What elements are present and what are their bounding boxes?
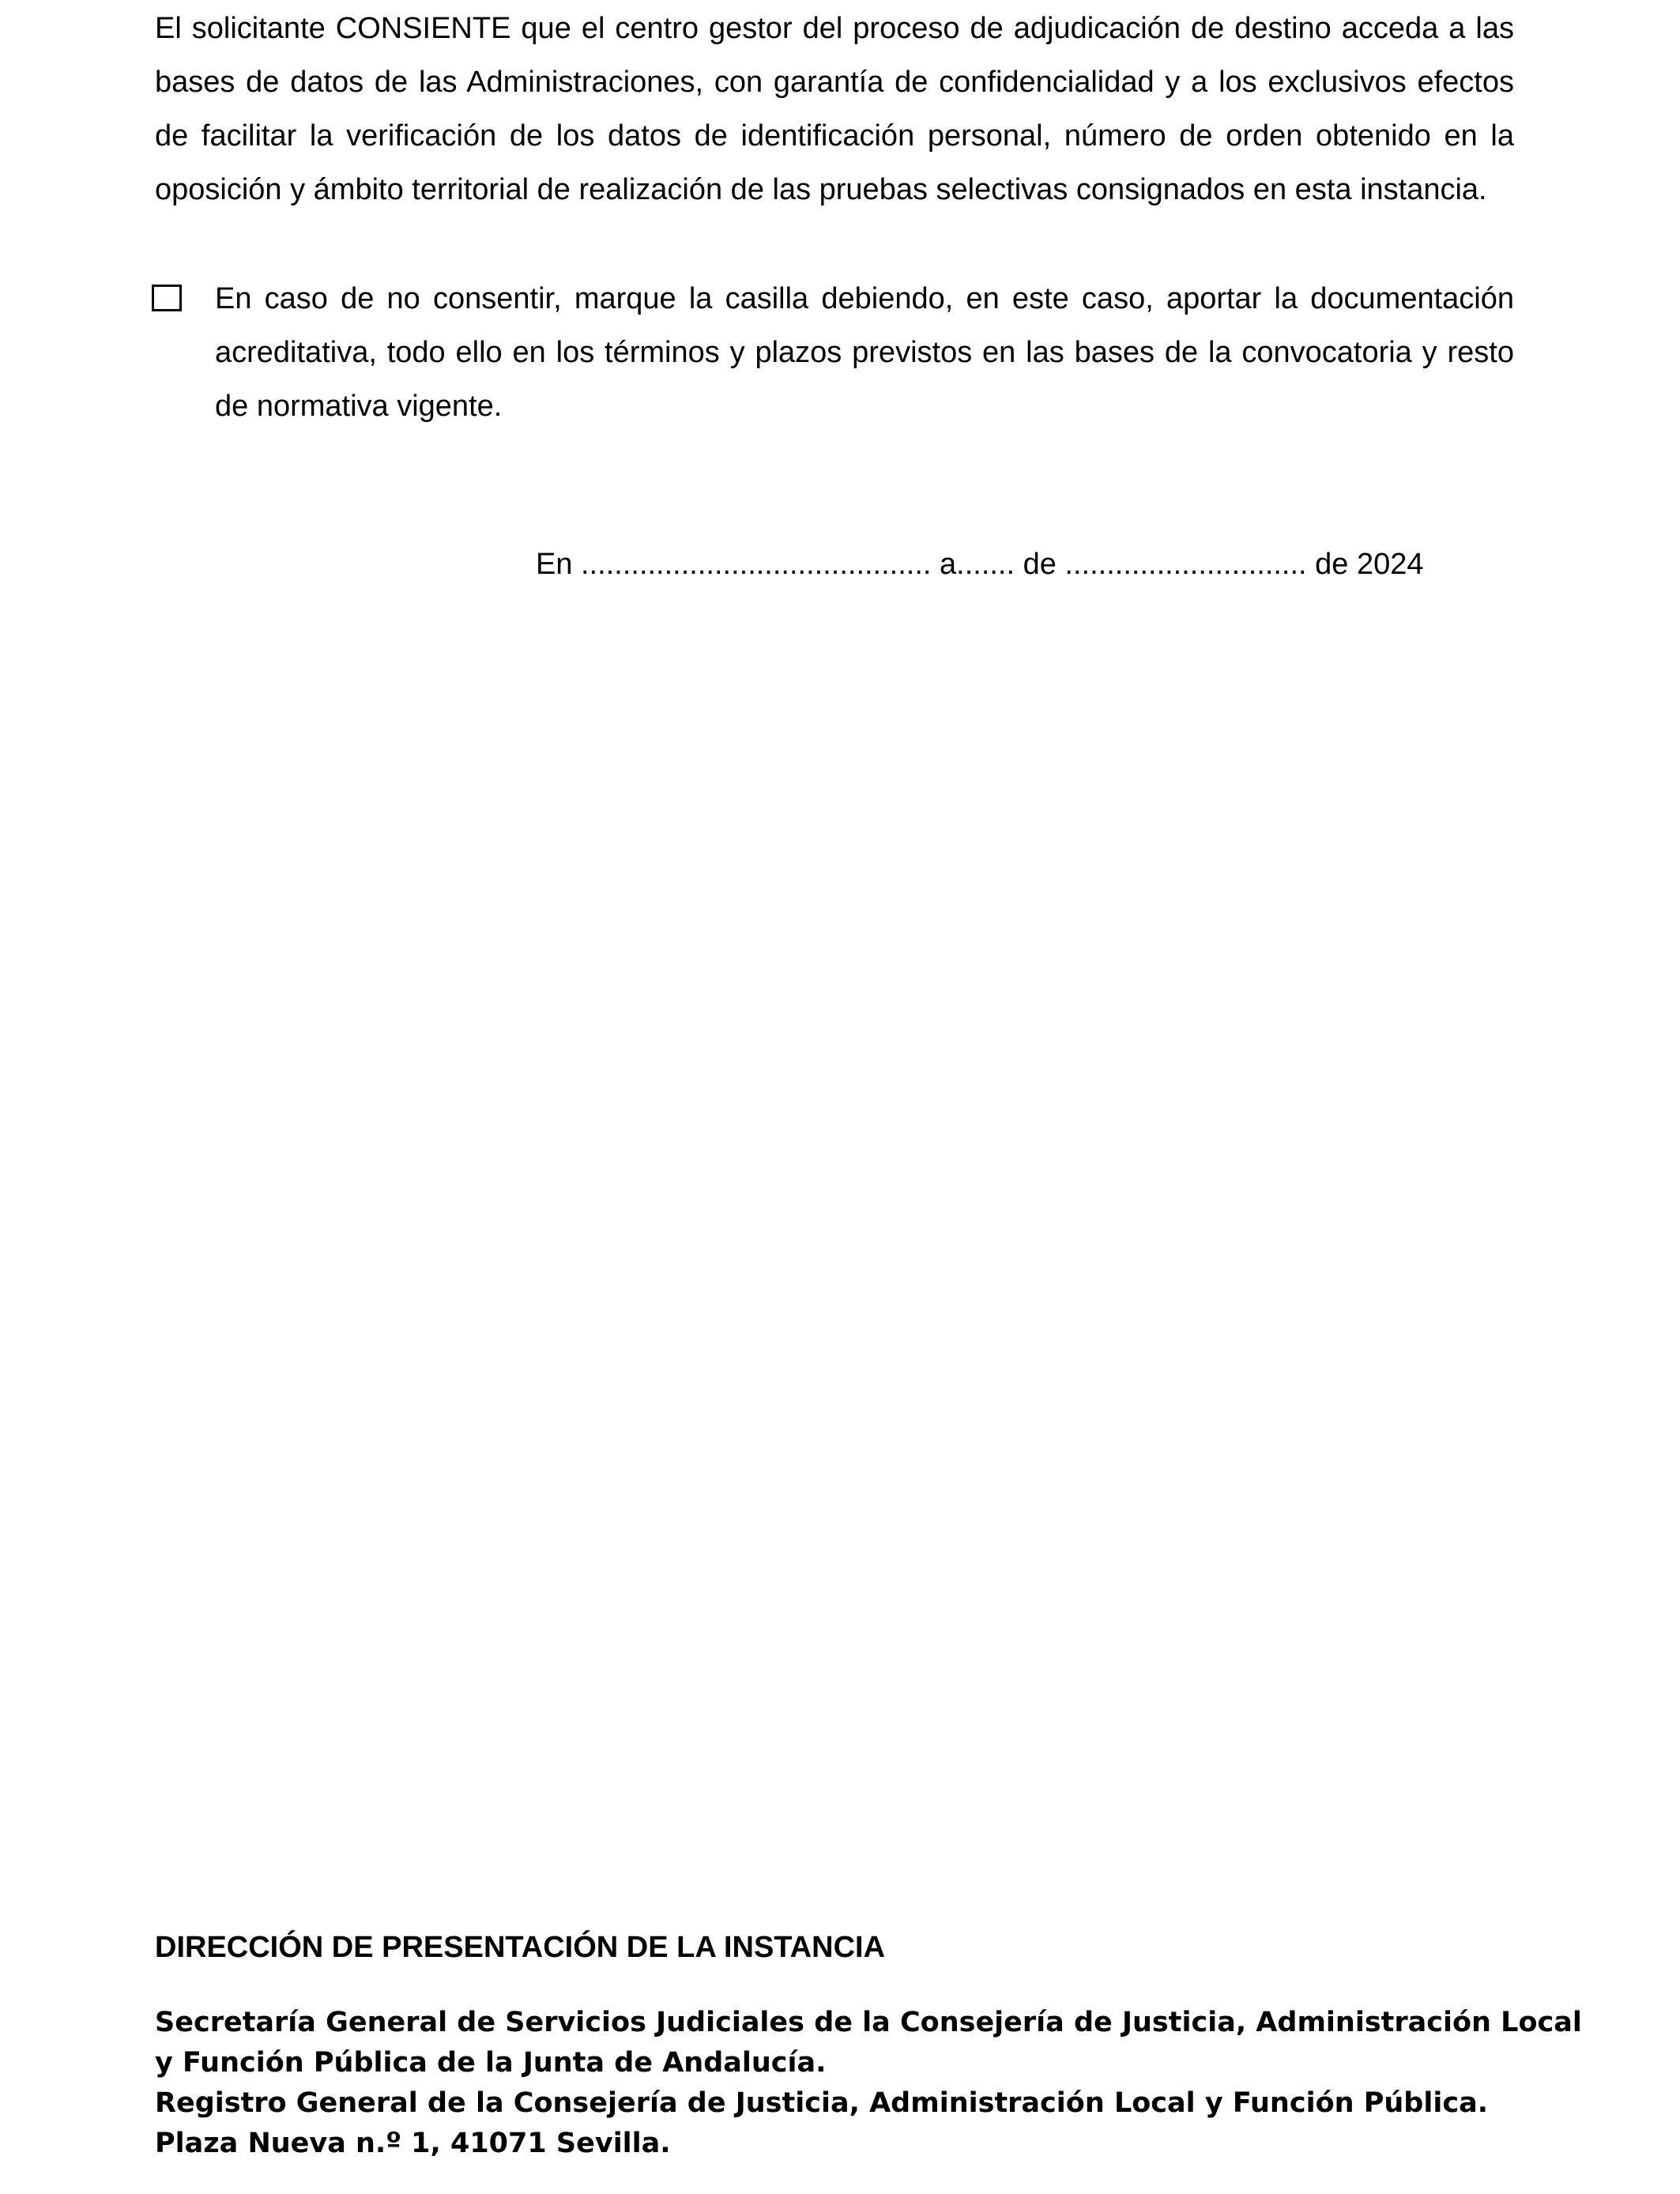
address-line-2: Registro General de la Consejería de Justicia, Administración Local y Función Pública. bbox=[155, 2087, 1489, 2119]
place-date-line: En .......................................... a....... de ............................. de 2024 bbox=[536, 548, 1424, 581]
section-heading: DIRECCIÓN DE PRESENTACIÓN DE LA INSTANCIA bbox=[155, 1931, 886, 1964]
non-consent-checkbox[interactable] bbox=[152, 285, 182, 311]
address-line-3: Plaza Nueva n.º 1, 41071 Sevilla. bbox=[155, 2128, 671, 2159]
non-consent-paragraph: En caso de no consentir, marque la casilla debiendo, en este caso, aportar la documentación acreditativa, todo ello en los términos y plazos previstos en las bases de la convocatoria y resto de normativa vigente. bbox=[215, 282, 1514, 423]
consent-paragraph: El solicitante CONSIENTE que el centro gestor del proceso de adjudicación de destino acceda a las bases de datos de las Administraciones, con garantía de confidencialidad y a los exclusivos efectos de facilitar la verificación de los datos de identificación personal, número de orden obtenido en la oposición y ámbito territorial de realización de las pruebas selectivas consignados en esta instancia. bbox=[155, 12, 1514, 206]
submission-address bbox=[155, 2003, 1601, 2164]
address-line-1: Secretaría General de Servicios Judiciales de la Consejería de Justicia, Administración Local y Función Pública de la Junta de Andalucía. bbox=[155, 2007, 1582, 2079]
